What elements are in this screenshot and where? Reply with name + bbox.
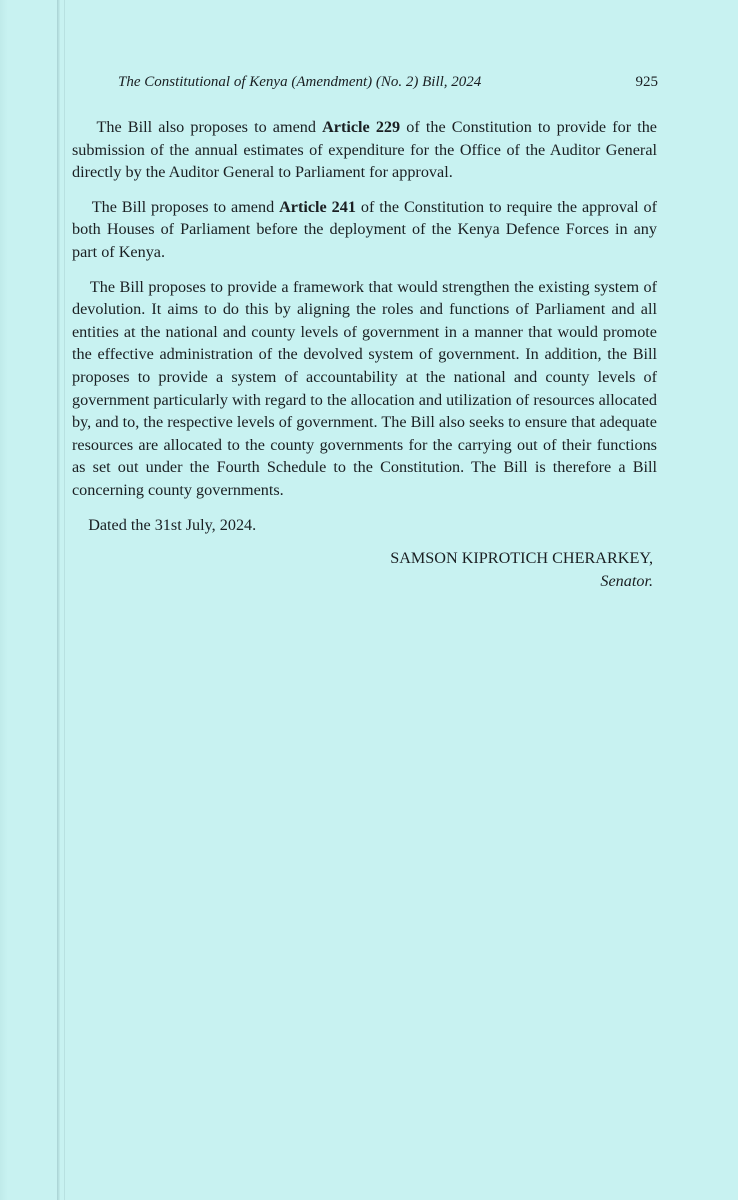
article-reference: Article 241 <box>279 197 356 216</box>
page-binding-line <box>64 0 65 1200</box>
page-number: 925 <box>635 74 658 90</box>
page-binding-shadow <box>57 0 60 1200</box>
document-body <box>72 116 657 592</box>
paragraph-text: The Bill also proposes to amend <box>96 118 323 136</box>
header-title: The Constitutional of Kenya (Amendment) (No. 2) Bill, 2024 <box>118 74 482 90</box>
date-text: Dated the 31st July, 2024. <box>88 515 257 534</box>
paragraph-article-241 <box>72 196 657 264</box>
paragraph-text: The Bill proposes to provide a framework that would strengthen the existing system of devolution. It aims to do this by aligning the roles and functions of Parliament and all entities at the national and county levels of government in a manner that would promote the effective administration of the devolved system of government. In addition, the Bill proposes to provide a system of accountability at the national and county levels of government particularly with regard to the allocation and utilization of resources allocated by, and to, the respective levels of government. The Bill also seeks to ensure that adequate resources are allocated to the county governments for the carrying out of their functions as set out under the Fourth Schedule to the Constitution. The Bill is therefore a Bill concerning county governments. <box>72 277 657 499</box>
running-header <box>118 74 658 96</box>
date-line <box>72 514 657 537</box>
article-reference: Article 229 <box>322 118 401 136</box>
paragraph-text: of the Constitution to require the approval of both Houses of Parliament before the deployment of the Kenya Defence Forces in any part of Kenya. <box>72 197 658 261</box>
paragraph-article-229 <box>72 116 657 184</box>
paragraph-devolution <box>72 276 657 502</box>
signatory-title: Senator. <box>600 571 653 590</box>
paragraph-text: The Bill proposes to amend <box>91 197 280 216</box>
signatory-name: SAMSON KIPROTICH CHERARKEY, <box>390 549 653 568</box>
paragraph-text: of the Constitution to provide for the submission of the annual estimates of expenditure for the Office of the Auditor General directly by the Auditor General to Parliament for approval. <box>72 118 657 182</box>
